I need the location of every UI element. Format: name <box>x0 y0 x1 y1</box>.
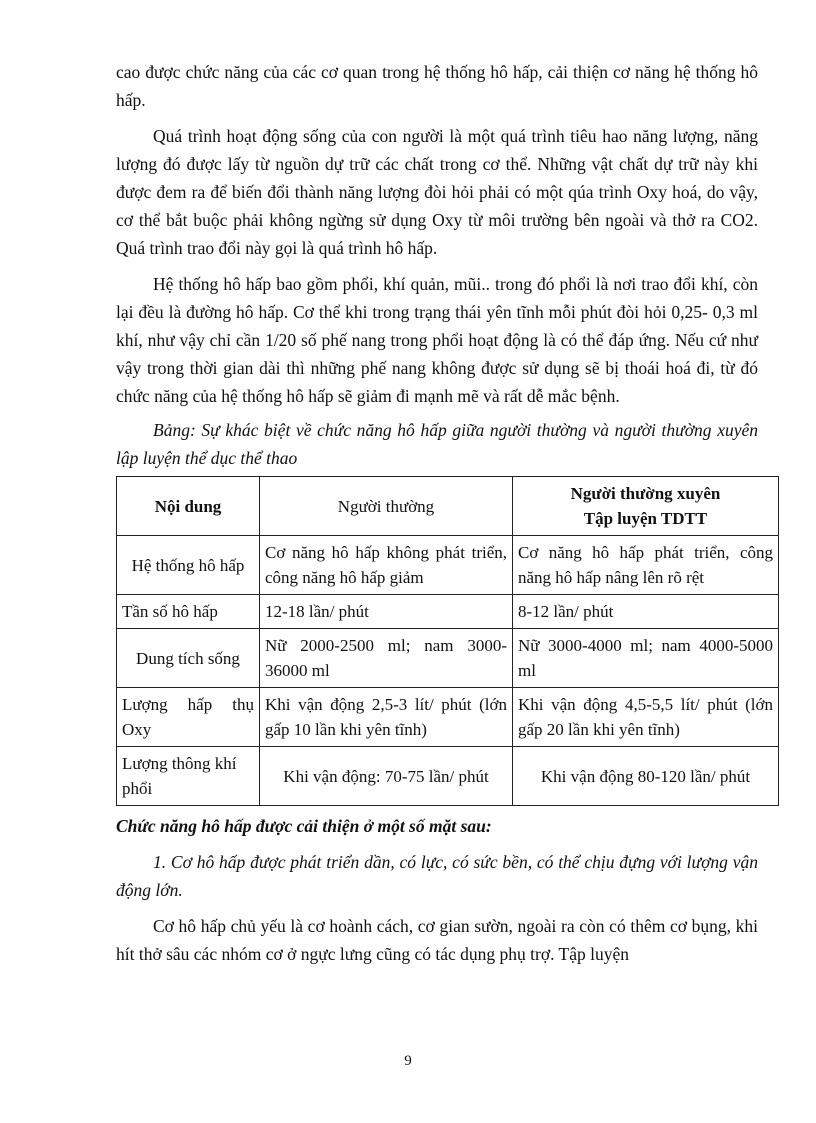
row-label: Lượng thông khí phổi <box>117 747 260 806</box>
table-row <box>117 595 779 629</box>
point-one: 1. Cơ hô hấp được phát triển dần, có lực, có sức bền, có thể chịu đựng với lượng vận động lớn. <box>116 852 758 900</box>
paragraph-respiratory-system: Hệ thống hô hấp bao gồm phổi, khí quản, mũi.. trong đó phổi là nơi trao đổi khí, còn lại đều là đường hô hấp. Cơ thể khi trong trạng thái yên tĩnh mỗi phút đòi hỏi 0,25- 0,3 ml khí, như vậy chỉ cần 1/20 số phế nang trong phổi hoạt động là có thể đáp ứng. Nếu cứ như vậy trong thời gian dài thì những phế nang không được sử dụng sẽ bị thoái hoá đi, từ đó chức năng của hệ thống hô hấp sẽ giảm đi mạnh mẽ và rất dễ mắc bệnh. <box>116 274 758 406</box>
row-label: Lượng hấp thụ Oxy <box>117 688 260 747</box>
page-number: 9 <box>404 1053 412 1069</box>
row-label: Dung tích sống <box>117 629 260 688</box>
table-row <box>117 629 779 688</box>
paragraph-intro: cao được chức năng của các cơ quan trong hệ thống hô hấp, cải thiện cơ năng hệ thống hô hấp. <box>116 62 758 110</box>
table-row <box>117 747 779 806</box>
page-content <box>116 58 773 968</box>
comparison-table <box>116 476 779 806</box>
row-normal-value: Khi vận động: 70-75 lần/ phút <box>260 747 513 806</box>
row-normal-value: 12-18 lần/ phút <box>260 595 513 629</box>
row-normal-value: Cơ năng hô hấp không phát triển, công năng hô hấp giảm <box>260 536 513 595</box>
section-title: Chức năng hô hấp được cải thiện ở một số mặt sau: <box>116 816 492 836</box>
header-trained-person <box>513 477 779 536</box>
row-label: Tần số hô hấp <box>117 595 260 629</box>
row-normal-value: Nữ 2000-2500 ml; nam 3000-36000 ml <box>260 629 513 688</box>
table-caption: Bảng: Sự khác biệt về chức năng hô hấp giữa người thường và người thường xuyên lập luyện thể dục thể thao <box>116 420 758 468</box>
row-label: Hệ thống hô hấp <box>117 536 260 595</box>
row-trained-value: Cơ năng hô hấp phát triển, công năng hô hấp nâng lên rõ rệt <box>513 536 779 595</box>
table-row <box>117 688 779 747</box>
paragraph-respiratory-muscles: Cơ hô hấp chủ yếu là cơ hoành cách, cơ gian sườn, ngoài ra còn có thêm cơ bụng, khi hít thở sâu các nhóm cơ ở ngực lưng cũng có tác dụng phụ trợ. Tập luyện <box>116 916 758 964</box>
row-trained-value: Nữ 3000-4000 ml; nam 4000-5000 ml <box>513 629 779 688</box>
row-normal-value: Khi vận động 2,5-3 lít/ phút (lớn gấp 10 lần khi yên tĩnh) <box>260 688 513 747</box>
header-content: Nội dung <box>117 477 260 536</box>
row-trained-value: Khi vận động 4,5-5,5 lít/ phút (lớn gấp 20 lần khi yên tĩnh) <box>513 688 779 747</box>
header-normal-person: Người thường <box>260 477 513 536</box>
table-row <box>117 536 779 595</box>
paragraph-energy: Quá trình hoạt động sống của con người là một quá trình tiêu hao năng lượng, năng lượng đó được lấy từ nguồn dự trữ các chất trong cơ thể. Những vật chất dự trữ này khi được đem ra để biến đổi thành năng lượng đòi hỏi phải có một qúa trình Oxy hoá, do vậy, cơ thể bắt buộc phải không ngừng sử dụng Oxy từ môi trường bên ngoài và thở ra CO2. Quá trình trao đổi này gọi là quá trình hô hấp. <box>116 126 758 258</box>
header-trained-line2: Tập luyện TDTT <box>583 509 708 528</box>
table-header-row <box>117 477 779 536</box>
header-trained-line1: Người thường xuyên <box>570 484 721 503</box>
row-trained-value: 8-12 lần/ phút <box>513 595 779 629</box>
row-trained-value: Khi vận động 80-120 lần/ phút <box>513 747 779 806</box>
